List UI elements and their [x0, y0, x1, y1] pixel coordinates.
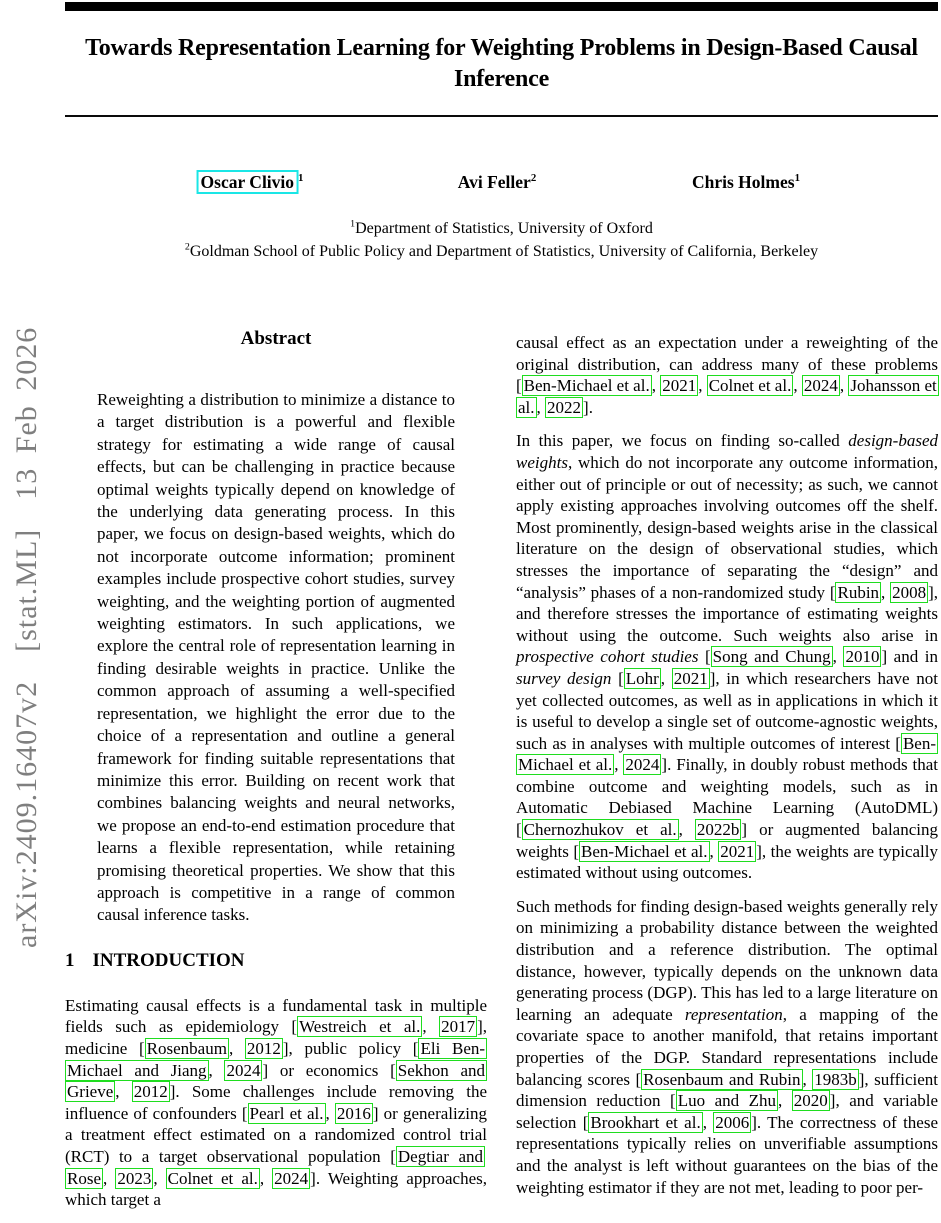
- citation-link[interactable]: 2020: [793, 1091, 828, 1111]
- citation-link[interactable]: Luo and Zhu: [677, 1091, 777, 1111]
- citation-link[interactable]: 2006: [715, 1112, 750, 1132]
- citation-link[interactable]: Brookhart et al.: [590, 1112, 701, 1132]
- citation-link[interactable]: 2008: [892, 582, 927, 602]
- citation-link[interactable]: Rosenbaum: [146, 1038, 227, 1058]
- section-number: 1: [65, 949, 75, 971]
- citation-link[interactable]: Ben-Michael et al.: [581, 841, 708, 861]
- affiliation-sup: 1: [350, 218, 356, 230]
- citation-link[interactable]: 2022: [547, 397, 582, 417]
- citation-link[interactable]: Sekhon and Grieve: [67, 1060, 486, 1102]
- citation-link[interactable]: 2021: [673, 668, 708, 688]
- right-column: [516, 332, 938, 1210]
- citation-link[interactable]: 2016: [336, 1103, 371, 1123]
- author-chris-holmes: [692, 172, 800, 193]
- affiliations: [65, 217, 938, 263]
- author-sup: 2: [530, 172, 537, 185]
- abstract-text: Reweighting a distribution to minimize a distance to a target distribution is a powerful and flexible strategy for estimating a wide range of causal effects, but can be challenging in practice because optimal weights typically depend on knowledge of the underlying data generating process. In this paper, we focus on design-based weights, which do not incorporate outcome information; prominent examples include prospective cohort studies, survey weighting, and the weighting portion of augmented weighting estimators. In such applications, we explore the central role of representation learning in finding desirable weights in practice. Unlike the common approach of assuming a well-specified representation, we highlight the error due to the choice of a representation and outline a general framework for finding suitable representations that minimize this error. Building on recent work that combines balancing weights and neural networks, we propose an end-to-end estimation procedure that learns a flexible representation, while retaining promising theoretical properties. We show that this approach is competitive in a range of common causal inference tasks.: [97, 390, 455, 925]
- left-column: [65, 327, 487, 1223]
- citation-link[interactable]: 2024: [226, 1060, 261, 1080]
- top-rule-thick: [65, 2, 938, 11]
- affiliation-line-2: [65, 240, 938, 263]
- citation-link[interactable]: Westreich et al.: [299, 1017, 421, 1037]
- citation-link[interactable]: 1983b: [814, 1069, 857, 1089]
- citation-link[interactable]: Degtiar and Rose: [67, 1146, 483, 1188]
- citation-link[interactable]: Colnet et al.: [167, 1168, 258, 1188]
- body-paragraph: causal effect as an expectation under a reweighting of the original distribution, can address many of these problems [ Ben-Michael et al. , 2021 , Colnet et al. , 2024 , Johansson et al. , 2022 ].: [516, 333, 938, 417]
- body-paragraph: In this paper, we focus on finding so-called design-based weights, which do not incorporate any outcome information, either out of principle or out of necessity; as such, we cannot apply existing approaches involving outcomes off the shelf. Most prominently, design-based weights arise in the classical literature on the design of observational studies, which stresses the importance of separating the “design” and “analysis” phases of a non-randomized study [ Rubin , 2008 ], and therefore stresses the importance of estimating weights without using the outcome. Such weights also arise in prospective cohort studies [ Song and Chung , 2010 ] and in survey design [ Lohr , 2021 ], in which researchers have not yet collected outcomes, as well as in applications in which it is useful to develop a single set of outcome-agnostic weights, such as in analyses with multiple outcomes of interest [ Ben-Michael et al. , 2024 ]. Finally, in doubly robust methods that combine outcome and weighting models, such as in Automatic Debiased Machine Learning (AutoDML) [ Chernozhukov et al. , 2022b ] or augmented balancing weights [ Ben-Michael et al. , 2021 ], the weights are typically estimated without using outcomes.: [516, 431, 938, 883]
- citation-link[interactable]: 2024: [803, 376, 838, 396]
- abstract-heading: Abstract: [240, 328, 312, 349]
- body-paragraph: Such methods for finding design-based weights generally rely on minimizing a probability distance between the weighted distribution and a reference distribution. The optimal distance, however, typically depends on the unknown data generating process (DGP). This has led to a large literature on learning an adequate representation, a mapping of the covariate space to another manifold, that retains important properties of the DGP. Standard representations include balancing scores [ Rosenbaum and Rubin , 1983b ], sufficient dimension reduction [ Luo and Zhu , 2020 ], and variable selection [ Brookhart et al. , 2006 ]. The correctness of these representations typically relies on unverifiable assumptions and the analyst is left without guarantees on the bias of the weighting estimator if they are not met, leading to poor per-: [516, 896, 939, 1197]
- citation-link[interactable]: 2021: [720, 841, 755, 861]
- paper-title: Towards Representation Learning for Weighting Problems in Design-Based Causal Inference: [85, 35, 918, 92]
- citation-link[interactable]: 2010: [845, 647, 880, 667]
- intro-paragraph: Estimating causal effects is a fundamental task in multiple fields such as epidemiology [ Westreich et al. , 2017 ], medicine [ Rosenbaum , 2012 ], public policy [ Eli Ben-Michael and Jiang , 2024 ] or economics [ Sekhon and Grieve , 2012 ]. Some challenges include removing the influence of confounders [ Pearl et al. , 2016 ] or generalizing a treatment effect estimated on a randomized control trial (RCT) to a target observational population [ Degtiar and Rose , 2023 , Colnet et al. , 2024 ]. Weighting approaches, which target a: [65, 995, 488, 1210]
- citation-link[interactable]: Rosenbaum and Rubin: [643, 1069, 801, 1089]
- author-link-box[interactable]: Oscar Clivio: [197, 170, 299, 194]
- italic-text: design-based weights: [516, 431, 938, 472]
- citation-link[interactable]: Eli Ben-Michael and Jiang: [67, 1038, 486, 1080]
- citation-link[interactable]: Ben-Michael et al.: [518, 733, 936, 775]
- arxiv-watermark: arXiv:2409.16407v2 [stat.ML] 13 Feb 2026: [10, 326, 43, 948]
- affiliation-text: Goldman School of Public Policy and Department of Statistics, University of California, Berkeley: [189, 243, 819, 260]
- section-title: INTRODUCTION: [92, 949, 245, 971]
- citation-link[interactable]: 2012: [246, 1038, 281, 1058]
- author-name: Chris Holmes: [692, 172, 795, 192]
- citation-link[interactable]: Chernozhukov et al.: [523, 820, 677, 840]
- author-name: Avi Feller: [457, 172, 531, 192]
- affiliation-text: Department of Statistics, University of Oxford: [355, 220, 653, 237]
- author-sup: 1: [298, 172, 304, 185]
- citation-link[interactable]: 2024: [274, 1168, 309, 1188]
- page-content: [65, 0, 938, 117]
- italic-text: representation: [684, 1004, 783, 1024]
- section-heading-introduction: [65, 949, 487, 973]
- italic-text: prospective cohort studies: [516, 647, 699, 667]
- citation-link[interactable]: Lohr: [625, 668, 659, 688]
- citation-link[interactable]: 2017: [441, 1017, 476, 1037]
- citation-link[interactable]: Ben-Michael et al.: [523, 376, 650, 396]
- citation-link[interactable]: Pearl et al.: [249, 1103, 324, 1123]
- citation-link[interactable]: 2022b: [696, 820, 740, 840]
- affiliation-line-1: [65, 217, 938, 240]
- affiliation-sup: 2: [184, 241, 190, 253]
- title-rule: [65, 115, 938, 117]
- citation-link[interactable]: 2024: [625, 755, 660, 775]
- citation-link[interactable]: Song and Chung: [712, 647, 831, 667]
- citation-link[interactable]: Colnet et al.: [708, 376, 792, 396]
- author-sup: 1: [794, 172, 800, 185]
- citation-link[interactable]: 2012: [133, 1082, 168, 1102]
- citation-link[interactable]: Rubin: [837, 582, 880, 602]
- citation-link[interactable]: 2021: [662, 376, 697, 396]
- citation-link[interactable]: Johansson et al.: [518, 376, 937, 417]
- italic-text: survey design: [516, 668, 612, 688]
- author-avi-feller: [458, 172, 536, 193]
- author-oscar-clivio: [197, 172, 304, 193]
- citation-link[interactable]: 2023: [117, 1168, 152, 1188]
